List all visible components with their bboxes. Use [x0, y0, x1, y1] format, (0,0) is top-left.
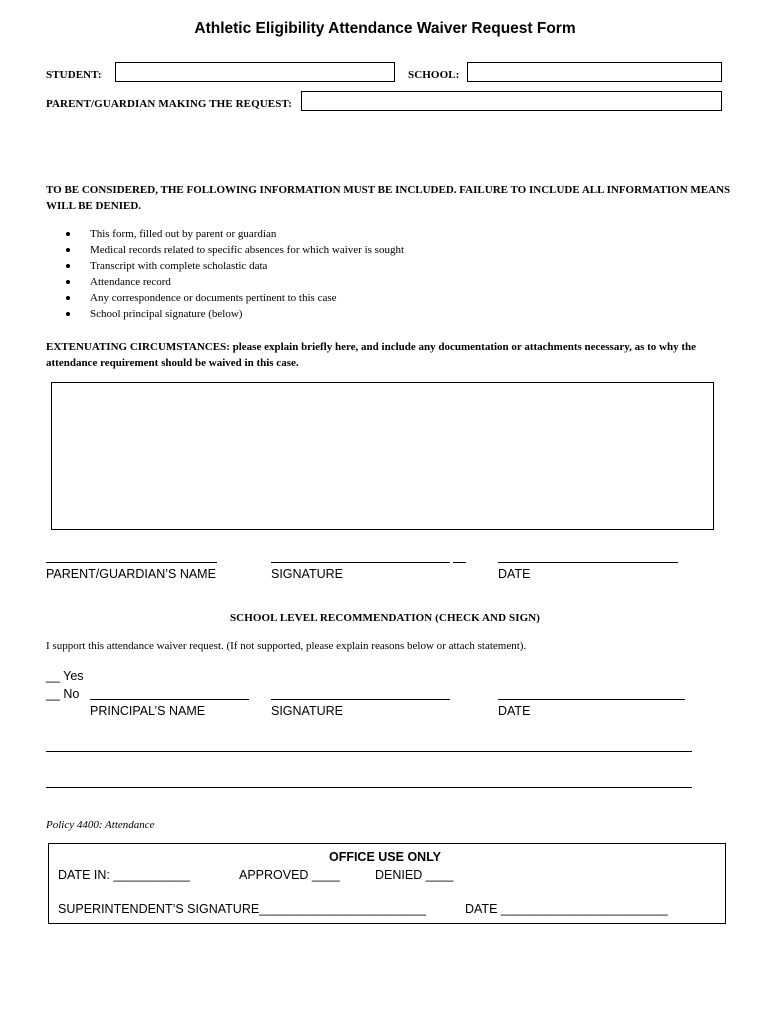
parent-name-line[interactable] [46, 562, 217, 563]
parent-name-caption: PARENT/GUARDIAN’S NAME [46, 567, 216, 581]
bullet-icon [66, 232, 70, 236]
parent-field[interactable] [301, 91, 722, 111]
principal-name-caption: PRINCIPAL’S NAME [90, 704, 206, 718]
parent-date-caption: DATE [498, 567, 531, 581]
explanation-line-1[interactable] [46, 751, 692, 752]
list-item-text: Transcript with complete scholastic data [90, 260, 268, 272]
bullet-icon [66, 264, 70, 268]
principal-signature-line[interactable] [271, 699, 450, 700]
principal-date-caption: DATE [498, 704, 531, 718]
parent-signature-line[interactable] [271, 562, 450, 563]
yes-checkbox[interactable]: __ Yes [46, 669, 84, 683]
no-checkbox[interactable]: __ No [46, 687, 80, 701]
parent-date-line[interactable] [498, 562, 678, 563]
principal-name-line[interactable] [90, 699, 249, 700]
office-denied[interactable]: DENIED ____ [375, 868, 454, 882]
bullet-icon [66, 280, 70, 284]
bullet-icon [66, 312, 70, 316]
list-item-text: Attendance record [90, 276, 171, 288]
school-recommendation-statement: I support this attendance waiver request. (If not supported, please explain reasons below or attach statement). [46, 640, 527, 652]
office-date-in[interactable]: DATE IN: ___________ [58, 868, 190, 882]
requirements-notice: TO BE CONSIDERED, THE FOLLOWING INFORMATION MUST BE INCLUDED. FAILURE TO INCLUDE ALL INFORMATION MEANS WILL BE DENIED. [46, 184, 731, 212]
policy-reference: Policy 4400: Attendance [46, 819, 155, 831]
form-title: Athletic Eligibility Attendance Waiver Request Form [194, 20, 576, 37]
office-use-heading: OFFICE USE ONLY [328, 850, 442, 864]
school-field[interactable] [467, 62, 722, 82]
superintendent-signature[interactable]: SUPERINTENDENT’S SIGNATURE________________________ [58, 902, 427, 916]
extenuating-label: EXTENUATING CIRCUMSTANCES: please explain briefly here, and include any documentation or attachments necessary, as to why the attendance requirement should be waived in this case. [46, 341, 697, 369]
office-approved[interactable]: APPROVED ____ [239, 868, 340, 882]
student-field[interactable] [115, 62, 395, 82]
bullet-icon [66, 248, 70, 252]
bullet-icon [66, 296, 70, 300]
parent-label: PARENT/GUARDIAN MAKING THE REQUEST: [46, 98, 292, 110]
list-item-text: Medical records related to specific absences for which waiver is sought [90, 244, 404, 256]
parent-signature-line-tail [453, 562, 466, 563]
parent-signature-caption: SIGNATURE [271, 567, 343, 581]
school-recommendation-heading: SCHOOL LEVEL RECOMMENDATION (CHECK AND SIGN) [229, 612, 541, 624]
list-item-text: School principal signature (below) [90, 308, 243, 320]
office-date[interactable]: DATE ________________________ [465, 902, 668, 916]
principal-signature-caption: SIGNATURE [271, 704, 343, 718]
school-label: SCHOOL: [408, 69, 460, 81]
explanation-line-2[interactable] [46, 787, 692, 788]
student-label: STUDENT: [46, 69, 102, 81]
list-item-text: This form, filled out by parent or guardian [90, 228, 277, 240]
principal-date-line[interactable] [498, 699, 685, 700]
list-item-text: Any correspondence or documents pertinent to this case [90, 292, 337, 304]
extenuating-textarea[interactable] [51, 382, 714, 530]
